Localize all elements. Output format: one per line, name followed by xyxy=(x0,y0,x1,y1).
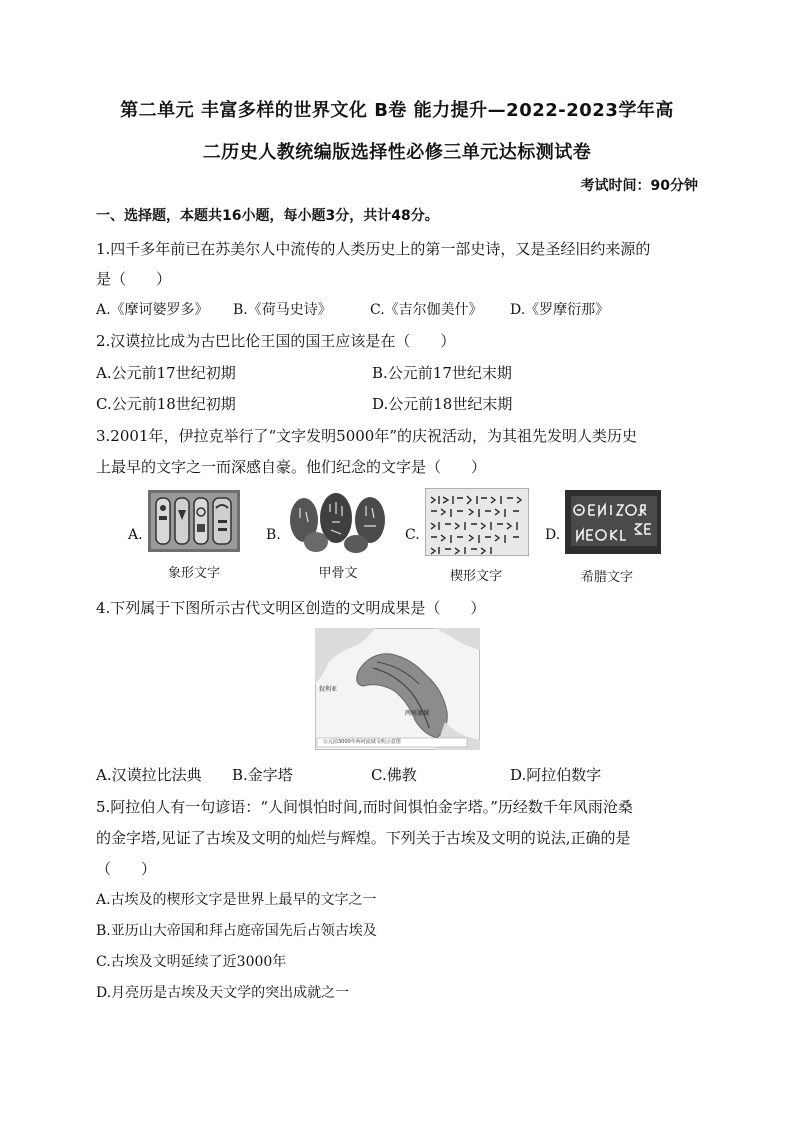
q3-option-b-caption: 甲骨文 xyxy=(318,566,358,581)
q2-option-c[interactable]: C.公元前18世纪初期 xyxy=(96,395,236,413)
q3-option-a-letter[interactable]: A. xyxy=(128,527,143,543)
q5-stem-line3: （ ） xyxy=(96,860,157,878)
greek-script-image[interactable] xyxy=(565,490,661,554)
q4-option-c[interactable]: C.佛教 xyxy=(371,766,417,784)
q5-stem-line2: 的金字塔,见证了古埃及文明的灿烂与辉煌。下列关于古埃及文明的说法,正确的是 xyxy=(96,829,631,847)
map-caption: 公元前3000年两河流域文明示意图 xyxy=(323,739,401,745)
q3-option-b-letter[interactable]: B. xyxy=(266,527,281,543)
q3-option-d-letter[interactable]: D. xyxy=(545,527,561,543)
hieroglyph-image[interactable] xyxy=(148,490,240,552)
q3-stem-line1: 3.2001年，伊拉克举行了“文字发明5000年”的庆祝活动，为其祖先发明人类历史 xyxy=(96,427,637,445)
q2-option-d[interactable]: D.公元前18世纪末期 xyxy=(372,395,513,413)
map-label-left: 叙利亚 xyxy=(319,686,338,693)
q1-option-b[interactable]: B.《荷马史诗》 xyxy=(233,302,332,318)
page-title-line2: 二历史人教统编版选择性必修三单元达标测试卷 xyxy=(202,142,592,163)
exam-time: 考试时间：90分钟 xyxy=(580,178,698,194)
q1-option-a[interactable]: A.《摩诃婆罗多》 xyxy=(96,302,209,318)
q1-option-d[interactable]: D.《罗摩衍那》 xyxy=(510,302,610,318)
q3-option-c-letter[interactable]: C. xyxy=(405,527,420,543)
mesopotamia-map[interactable] xyxy=(315,628,480,750)
q5-stem-line1: 5.阿拉伯人有一句谚语：“人间惧怕时间,而时间惧怕金字塔。”历经数千年风雨沧桑 xyxy=(96,798,633,816)
q1-stem-line2: 是（ ） xyxy=(96,270,172,288)
q4-option-d[interactable]: D.阿拉伯数字 xyxy=(510,766,602,784)
q5-option-a[interactable]: A.古埃及的楔形文字是世界上最早的文字之一 xyxy=(96,892,377,908)
oracle-bone-image[interactable] xyxy=(286,490,390,554)
q3-option-a-caption: 象形文字 xyxy=(167,566,220,581)
q3-stem-line2: 上最早的文字之一而深感自豪。他们纪念的文字是（ ） xyxy=(96,458,487,476)
q4-option-b[interactable]: B.金字塔 xyxy=(232,766,293,784)
q4-stem: 4.下列属于下图所示古代文明区创造的文明成果是（ ） xyxy=(96,599,486,617)
section-heading: 一、选择题，本题共16小题，每小题3分，共计48分。 xyxy=(96,208,439,224)
q2-stem: 2.汉谟拉比成为古巴比伦王国的国王应该是在（ ） xyxy=(96,332,456,350)
q5-option-d[interactable]: D.月亮历是古埃及天文学的突出成就之一 xyxy=(96,985,350,1001)
q3-option-c-caption: 楔形文字 xyxy=(449,569,502,584)
page-title-line1: 第二单元 丰富多样的世界文化 B卷 能力提升—2022-2023学年高 xyxy=(120,100,674,121)
cuneiform-image[interactable] xyxy=(425,488,529,556)
q1-stem-line1: 1.四千多年前已在苏美尔人中流传的人类历史上的第一部史诗，又是圣经旧约来源的 xyxy=(96,240,651,258)
q5-option-b[interactable]: B.亚历山大帝国和拜占庭帝国先后占领古埃及 xyxy=(96,923,377,939)
q3-option-d-caption: 希腊文字 xyxy=(580,570,633,585)
q5-option-c[interactable]: C.古埃及文明延续了近3000年 xyxy=(96,954,287,970)
map-label-center: 两河流域 xyxy=(405,710,430,717)
q1-option-c[interactable]: C.《吉尔伽美什》 xyxy=(370,302,483,318)
q4-option-a[interactable]: A.汉谟拉比法典 xyxy=(96,766,202,784)
q2-option-a[interactable]: A.公元前17世纪初期 xyxy=(96,364,236,382)
q2-option-b[interactable]: B.公元前17世纪末期 xyxy=(372,364,512,382)
